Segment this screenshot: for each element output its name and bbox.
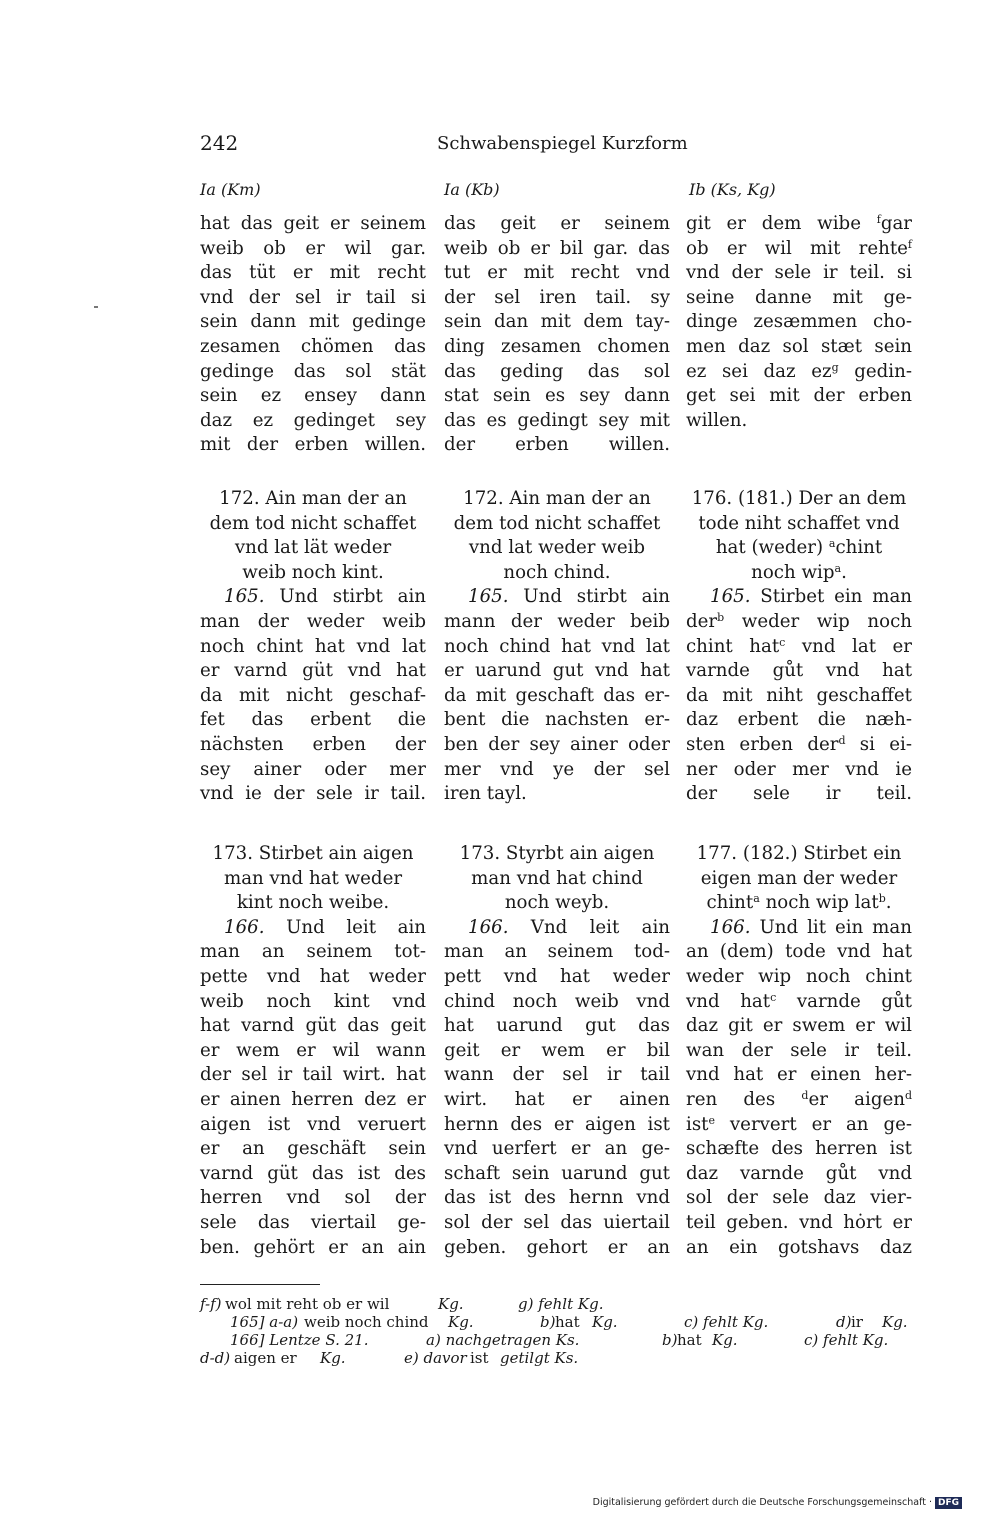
text-line: ner oder mer vnd ie — [686, 758, 912, 780]
text-line: men daz sol stæt sein — [686, 335, 912, 357]
chapter-title-line: tode niht schaffet vnd — [698, 512, 900, 534]
text-line: ben der sey ainer oder — [444, 733, 670, 755]
footnote-label: f-f) — [200, 1295, 222, 1313]
text-line: 166. Und lit ein man — [710, 916, 912, 938]
footnote-text: a) nachgetragen Ks. — [426, 1331, 580, 1349]
footnote-marker: f — [876, 213, 881, 226]
chapter-block — [200, 842, 426, 1260]
text-line: vnd uerfert er an ge- — [444, 1138, 670, 1160]
footnote-text: weib noch chind — [304, 1313, 429, 1331]
footnote-text: g) fehlt Kg. — [518, 1295, 604, 1313]
running-title: Schwabenspiegel Kurzform — [437, 133, 688, 154]
chapter-title-line: 173. Stirbet ain aigen — [212, 843, 414, 864]
text-line: vnd hat$^c$ varnde gůt — [686, 990, 912, 1012]
footnote-text: c) fehlt Kg. — [804, 1331, 889, 1349]
footnote-text: aigen er — [234, 1349, 297, 1367]
text-line: teil geben. vnd hȯrt er — [686, 1211, 912, 1233]
footnote-text: hat — [677, 1331, 702, 1349]
footnote-marker: e — [708, 1113, 715, 1127]
text-line: 166. Und leit ain — [224, 916, 426, 938]
footnote-label: b) — [662, 1331, 678, 1349]
chapter-title-line: man vnd hat weder — [223, 867, 403, 889]
dfg-logo: DFG — [935, 1497, 962, 1509]
text-line: vnd ie der sele ir tail. — [200, 783, 426, 805]
text-line: da mit niht geschaffet — [686, 684, 912, 706]
text-line: sele das viertail ge- — [200, 1211, 426, 1233]
text-line: schæfte des herren ist — [686, 1138, 912, 1160]
text-line: 165. Und stirbt ain — [224, 586, 426, 608]
text-line: vnd der sele ir teil. si — [686, 262, 912, 284]
footnote-marker: a — [834, 561, 842, 575]
footnote-siglum: Kg. — [882, 1313, 908, 1331]
column-heading-km: Ia (Km) — [200, 180, 261, 199]
text-line: er ainen herren dez er — [200, 1088, 426, 1110]
footnote-siglum: Kg. — [448, 1313, 474, 1331]
text-line: wan der sele ir teil. — [686, 1039, 912, 1061]
chapter-title-line: hat (weder) $^a$chint — [715, 537, 883, 559]
text-line: das tüt er mit recht — [200, 262, 426, 284]
text-line: chint hat$^c$ vnd lat er — [686, 635, 913, 657]
paragraph-number: 165. — [224, 586, 265, 608]
text-line: der erben willen. — [444, 434, 670, 456]
text-line: chind noch weib vnd — [444, 990, 670, 1012]
footnote-marker: d — [838, 733, 846, 747]
text-line: dinge zesæmmen cho- — [686, 311, 912, 333]
chapter-title-line: dem tod nicht schaffet — [453, 512, 661, 534]
text-line: weib ob er bil gar. das — [444, 237, 670, 259]
paragraph-number: 166. — [468, 916, 509, 938]
footnote-marker: c — [779, 635, 786, 649]
text-line: noch chind hat vnd lat — [444, 635, 670, 657]
text-line: man der weder weib — [200, 610, 426, 632]
text-line: vnd hat er einen her- — [686, 1064, 912, 1086]
chapter-title-line: noch wip$^a$. — [751, 561, 847, 583]
chapter-title-line: man vnd hat chind — [471, 867, 643, 889]
text-line: mann der weder beib — [444, 610, 670, 632]
text-line: 165. Stirbet ein man — [710, 586, 912, 608]
footnote-text: ir — [851, 1313, 863, 1331]
text-line: hat uarund gut das — [444, 1015, 670, 1037]
text-line: daz git er swem er wil — [686, 1015, 912, 1037]
chapter-block — [686, 487, 912, 807]
page-number: 242 — [200, 131, 239, 155]
footnote-text: getilgt Ks. — [500, 1349, 579, 1367]
paragraph-number: 165. — [710, 586, 751, 608]
text-line: git er dem wibe $^f$gar — [686, 213, 912, 234]
text-line: hat das geit er seinem — [200, 213, 426, 234]
passage-continued — [444, 212, 670, 458]
text-line: ben. gehört er an ain — [200, 1236, 426, 1258]
chapter-title-line: 172. Ain man der an — [463, 488, 651, 509]
chapter-block — [444, 487, 670, 807]
text-line: ding zesamen chomen — [444, 335, 670, 357]
footnote-text: c) fehlt Kg. — [684, 1313, 769, 1331]
paragraph-number: 165. — [468, 586, 509, 608]
text-line: man an seinem tot- — [200, 941, 426, 963]
footnote-label: b) — [540, 1313, 556, 1331]
text-line: sey ainer oder mer — [200, 758, 426, 780]
text-line: da mit geschaft das er- — [444, 684, 670, 706]
footnote-line — [200, 1349, 916, 1367]
text-line: varnd güt das ist des — [200, 1162, 426, 1184]
paragraph-number: 166. — [710, 916, 751, 938]
text-line: herren vnd sol der — [200, 1187, 426, 1209]
text-line: der sel iren tail. sy — [444, 286, 670, 308]
text-line: da mit nicht geschaf- — [200, 684, 426, 706]
chapter-title-line: dem tod nicht schaffet — [209, 512, 417, 534]
text-line: der sele ir teil. — [686, 783, 912, 805]
text-line: daz ez gedinget sey — [200, 409, 426, 431]
credit-text: Digitalisierung gefördert durch die Deutsche Forschungsgemeinschaft · — [592, 1497, 932, 1508]
text-line: das geit er seinem — [444, 213, 670, 234]
text-line: sein ez ensey dann — [200, 385, 426, 407]
text-line: ob er wil mit rehte$^f$ — [686, 237, 912, 259]
chapter-title-line: kint noch weibe. — [236, 892, 390, 914]
text-line: an ein gotshavs daz — [686, 1236, 912, 1258]
footnotes — [200, 1295, 916, 1367]
footnote-marker: c — [770, 990, 777, 1004]
footnote-marker: b — [717, 610, 725, 624]
chapter-block — [686, 842, 912, 1260]
footnote-marker: g — [831, 360, 839, 374]
text-line: varnde gůt vnd hat — [686, 660, 912, 682]
text-line: get sei mit der erben — [686, 385, 912, 407]
chapter-title-line: chint$^a$ noch wip lat$^b$. — [706, 892, 892, 914]
text-line: an (dem) tode vnd hat — [686, 941, 912, 963]
text-line: hernn des er aigen ist — [444, 1113, 670, 1135]
text-line: ez sei daz $ez^g$ gedin- — [686, 360, 912, 382]
chapter-title-line: weib noch kint. — [242, 561, 384, 583]
text-line: sein dann mit gedinge — [200, 311, 426, 333]
text-line: daz erbent die næh- — [686, 709, 912, 731]
text-line: mit der erben willen. — [200, 434, 426, 456]
chapter-block — [200, 487, 426, 807]
text-line: gedinge das sol stät — [200, 360, 426, 382]
text-line: seine danne mit ge- — [686, 286, 912, 308]
footnote-siglum: Kg. — [592, 1313, 618, 1331]
text-line: ren des $^d$er aigen$^d$ — [686, 1088, 912, 1110]
digitization-credit — [593, 1497, 962, 1509]
footnote-marker: a — [753, 892, 760, 906]
column-heading-kb: Ia (Kb) — [444, 180, 500, 199]
text-line: geben. gehort er an — [444, 1236, 670, 1258]
chapter-title-line: 177. (182.) Stirbet ein — [696, 843, 902, 864]
text-line: hat varnd güt das geit — [200, 1015, 426, 1037]
text-line: willen. — [686, 409, 748, 431]
text-line: er wem er wil wann — [200, 1039, 426, 1061]
footnote-siglum: Kg. — [320, 1349, 346, 1367]
text-line: wann der sel ir tail — [444, 1064, 670, 1086]
text-line: nächsten erben der — [200, 733, 426, 755]
footnote-text: e) davor — [404, 1349, 467, 1367]
chapter-block — [444, 842, 670, 1260]
text-line: der sel ir tail wirt. hat — [200, 1064, 426, 1086]
text-line: tut er mit recht vnd — [444, 262, 670, 284]
chapter-title-line: noch weyb. — [504, 892, 610, 914]
footnote-marker: d — [801, 1088, 809, 1102]
chapter-title-line: 173. Styrbt ain aigen — [459, 843, 655, 864]
text-line: fet das erbent die — [200, 709, 426, 731]
footnote-line — [200, 1295, 916, 1313]
chapter-title-line: noch chind. — [503, 561, 611, 583]
text-line: das geding das sol — [444, 360, 670, 382]
text-line: vnd der sel ir tail si — [200, 286, 426, 308]
footnote-line — [200, 1331, 916, 1349]
chapter-title-line: 176. (181.) Der an dem — [691, 488, 907, 509]
text-line: daz varnde gůt vnd — [686, 1162, 912, 1184]
text-line: der$^b$ weder wip noch — [686, 610, 912, 632]
footnote-divider — [200, 1284, 320, 1285]
text-line: pette vnd hat weder — [200, 965, 426, 987]
text-line: sol der sele daz vier- — [686, 1187, 912, 1209]
text-line: pett vnd hat weder — [444, 965, 670, 987]
text-line: weder wip noch chint — [686, 965, 912, 987]
footnote-marker: d — [904, 1088, 912, 1102]
text-line: zesamen chömen das — [200, 335, 426, 357]
text-line: noch chint hat vnd lat — [200, 635, 426, 657]
text-line: bent die nachsten er- — [444, 709, 670, 731]
footnote-label: d-d) — [200, 1349, 231, 1367]
text-line: sein dan mit dem tay- — [444, 311, 670, 333]
text-line: stat sein es sey dann — [444, 385, 670, 407]
text-line: mer vnd ye der sel — [444, 758, 670, 780]
text-line: sol der sel das uiertail — [444, 1211, 670, 1233]
paragraph-number: 166. — [224, 916, 265, 938]
text-line: er an geschäft sein — [200, 1138, 426, 1160]
text-line: wirt. hat er ainen — [444, 1088, 670, 1110]
text-line: weib ob er wil gar. — [200, 237, 426, 259]
footnote-text: ist — [470, 1349, 489, 1367]
text-line: aigen ist vnd veruert — [200, 1113, 426, 1135]
chapter-title-line: 172. Ain man der an — [219, 488, 407, 509]
footnote-marker: b — [878, 892, 886, 906]
footnote-siglum: Kg. — [438, 1295, 464, 1313]
text-line: er varnd güt vnd hat — [200, 660, 426, 682]
passage-continued — [686, 212, 912, 433]
footnote-marker: a — [828, 537, 836, 551]
text-line: ist$^e$ ververt er an ge- — [686, 1113, 912, 1135]
text-line: man an seinem tod- — [444, 941, 670, 963]
text-line: iren tayl. — [444, 783, 527, 805]
scan-speck — [94, 306, 98, 308]
passage-continued — [200, 212, 426, 458]
footnote-siglum: Kg. — [712, 1331, 738, 1349]
text-line: weib noch kint vnd — [200, 990, 426, 1012]
text-line: das es gedingt sey mit — [444, 409, 670, 431]
text-line: 165. Und stirbt ain — [468, 586, 670, 608]
footnote-label: 165] a-a) — [230, 1313, 299, 1331]
footnote-text: hat — [555, 1313, 580, 1331]
text-line: er uarund gut vnd hat — [444, 660, 670, 682]
text-line: schaft sein uarund gut — [444, 1162, 670, 1184]
footnote-label: d) — [836, 1313, 852, 1331]
footnote-label: 166] Lentze S. 21. — [230, 1331, 369, 1349]
column-heading-ks-kg: Ib (Ks, Kg) — [689, 180, 776, 199]
footnote-text: wol mit reht ob er wil — [225, 1295, 390, 1313]
text-line: 166. Vnd leit ain — [468, 916, 670, 938]
chapter-title-line: vnd lat weder weib — [468, 537, 646, 559]
chapter-title-line: vnd lat lät weder — [234, 537, 392, 559]
text-line: sten erben der$^d$ si ei- — [686, 733, 912, 755]
chapter-title-line: eigen man der weder — [700, 867, 898, 889]
text-line: geit er wem er bil — [444, 1039, 670, 1061]
footnote-line — [200, 1313, 916, 1331]
text-line: das ist des hernn vnd — [444, 1187, 670, 1209]
footnote-marker: f — [907, 237, 912, 251]
